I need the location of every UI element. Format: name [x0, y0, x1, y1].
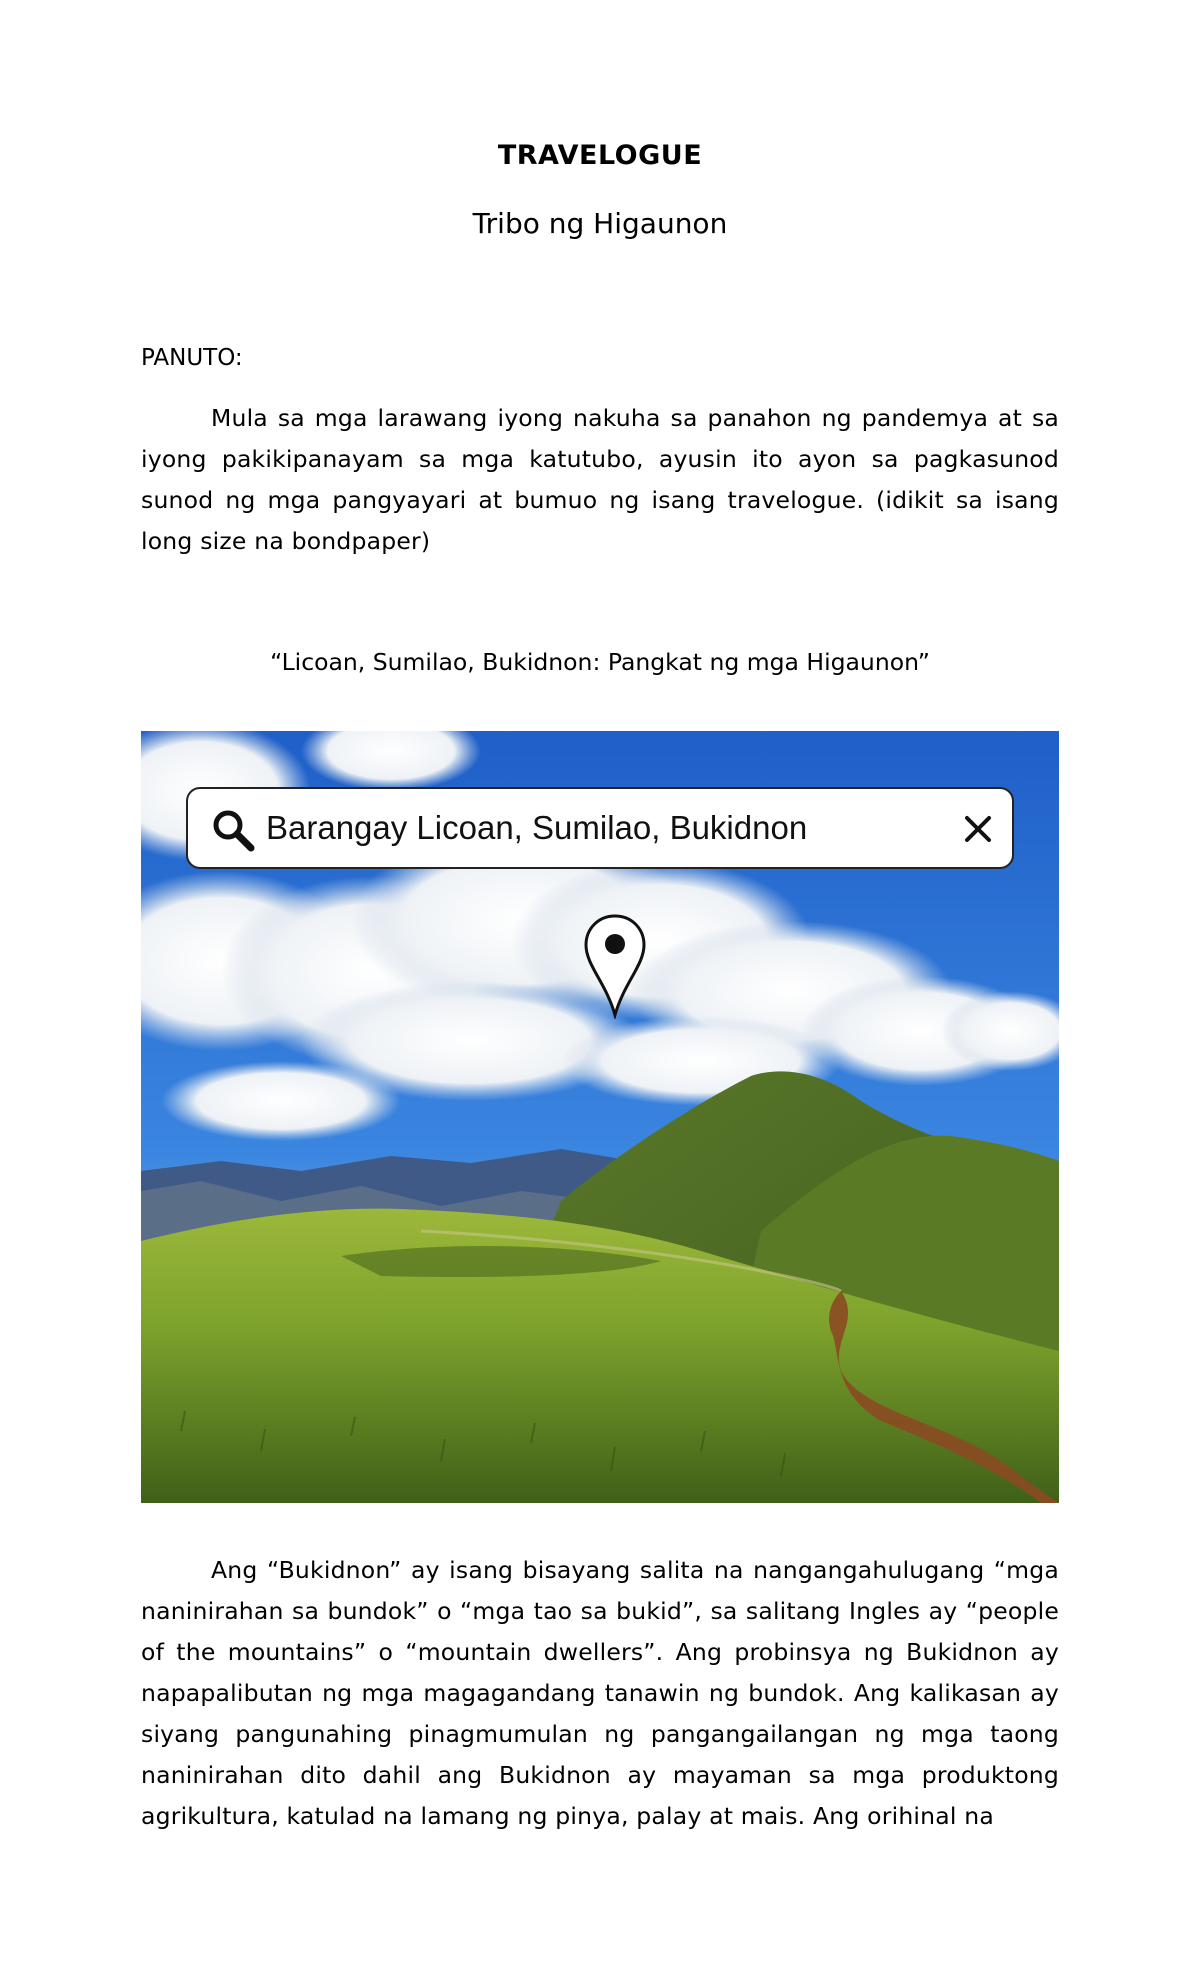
landscape-photo [141, 731, 1059, 1503]
instructions-label: PANUTO: [141, 345, 243, 371]
search-input[interactable]: Barangay Licoan, Sumilao, Bukidnon [266, 809, 808, 846]
document-title: TRAVELOGUE [497, 140, 703, 171]
instructions-paragraph: Mula sa mga larawang iyong nakuha sa panahon ng pandemya at sa iyong pakikipanayam sa mga katutubo, ayusin ito ayon sa pagkasunod sunod ng mga pangyayari at bumuo ng isang travelogue. (idikit sa isang long size na bondpaper) [141, 404, 1059, 555]
document-subtitle: Tribo ng Higaunon [472, 207, 728, 240]
search-icon [210, 807, 256, 853]
body-paragraph: Ang “Bukidnon” ay isang bisayang salita na nangangahulugang “mga naninirahan sa bundok” o “mga tao sa bukid”, sa salitang Ingles ay “people of the mountains” o “mountain dwellers”. Ang probinsya ng Bukidnon ay napapalibutan ng mga magagandang tanawin ng bundok. Ang kalikasan ay siyang pangunahing pinagmumulan ng pangangailangan ng mga taong naninirahan dito dahil ang Bukidnon ay mayaman sa mga produktong agrikultura, katulad na lamang ng pinya, palay at mais. Ang orihinal na [141, 1556, 1059, 1830]
section-title: “Licoan, Sumilao, Bukidnon: Pangkat ng mga Higaunon” [270, 648, 930, 676]
close-icon[interactable] [962, 813, 994, 845]
map-pin-icon [582, 913, 648, 1019]
map-search-bar[interactable] [186, 787, 1014, 869]
